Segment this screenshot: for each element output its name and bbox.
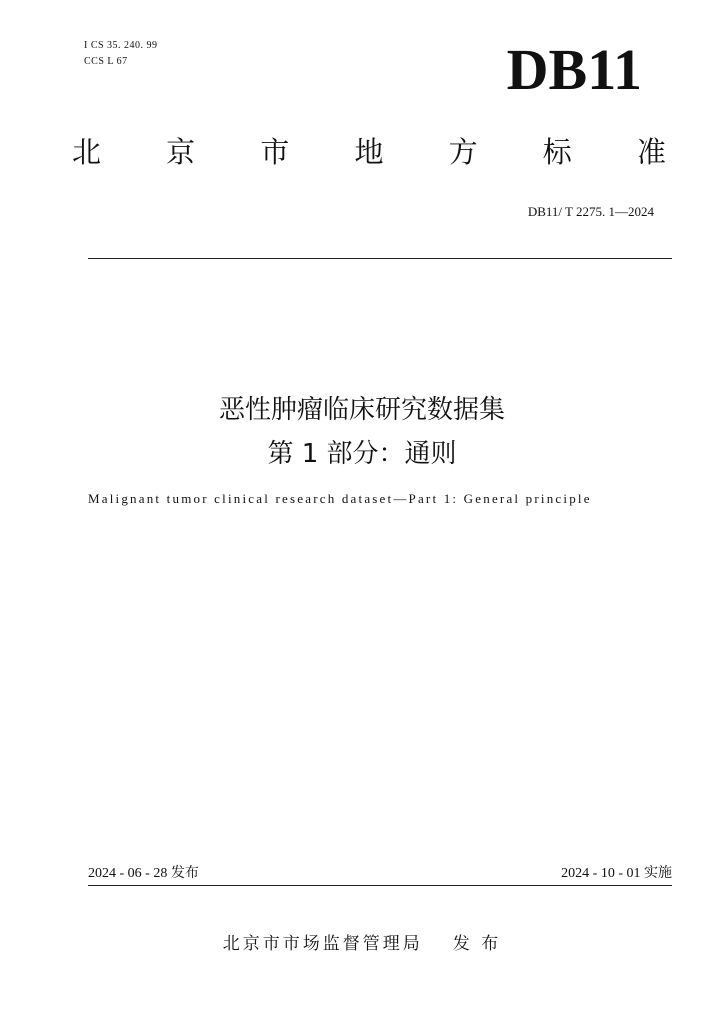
ics-code: I CS 35. 240. 99 [84,40,158,51]
standard-number: DB11/ T 2275. 1—2024 [527,204,654,219]
document-main-title: 恶性肿瘤临床研究数据集 [218,395,505,425]
issuer-action: 发 布 [452,934,502,954]
standard-type-char: 北 [72,135,102,169]
english-title: Malignant tumor clinical research dataset—Part 1: General principle [88,491,592,506]
standard-type-char: 京 [166,135,196,169]
document-subtitle: 第 1 部分：通则 [267,439,457,469]
standard-type-char: 地 [354,135,384,169]
issuer-name: 北京市市场监督管理局 [222,934,423,954]
classification-codes [84,38,158,70]
issuer-line [0,932,724,956]
standard-type-char: 方 [448,135,478,169]
effective-date: 2024 - 10 - 01 实施 [561,866,672,881]
standard-type-char: 标 [542,135,572,169]
db11-logo: DB11 [506,37,642,102]
standard-type-char: 准 [636,135,666,169]
standard-type-title [72,132,666,172]
top-divider [88,258,672,259]
standard-type-char: 市 [260,135,290,169]
ccs-code: CCS L 67 [84,56,128,67]
date-row [88,864,672,884]
bottom-divider [88,885,672,886]
publish-date: 2024 - 06 - 28 发布 [88,866,199,881]
